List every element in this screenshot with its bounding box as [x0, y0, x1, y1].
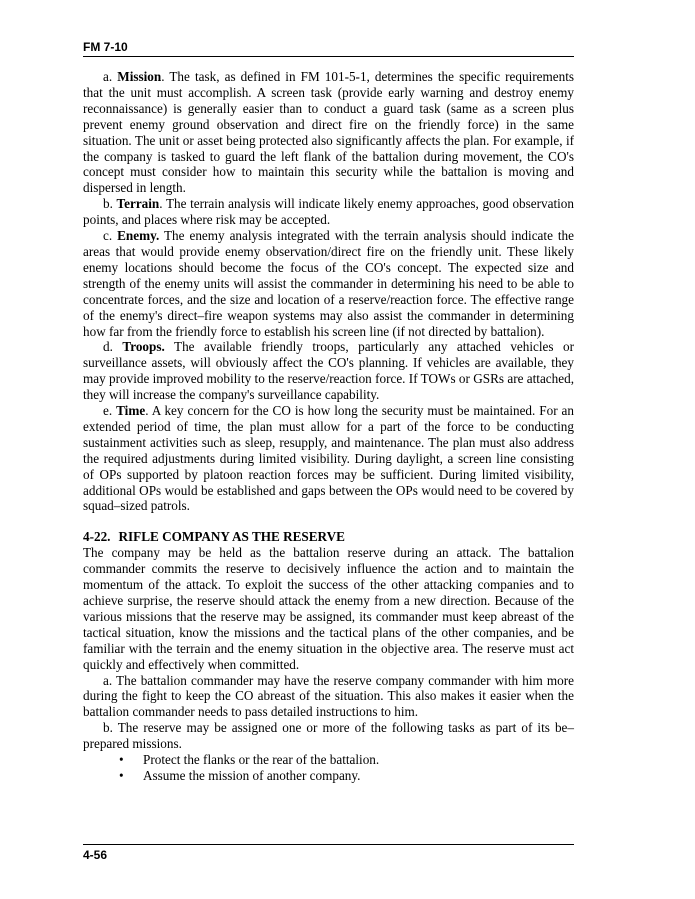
section-intro: The company may be held as the battalion reserve during an attack. The battalion commander commits the reserve to decisively influence the action and to maintain the momentum of the attack. To exploit the success of the other attacking companies and to achieve surprise, the reserve should attack the enemy from a new direction. Because of the various missions that the reserve may be assigned, its commander must keep abreast of the tactical situation, know the missions and the tactical plans of the other companies, and be familiar with the terrain and the enemy situation in the objective area. The reserve must act quickly and effectively when committed.: [83, 545, 574, 672]
paragraph-text: The terrain analysis will indicate likely enemy approaches, good observation points, and places where risk may be accepted.: [83, 196, 574, 228]
paragraph-letter: e.: [103, 403, 113, 419]
paragraph-text: The task, as defined in FM 101-5-1, determines the specific requirements that the unit must accomplish. A screen task (provide early warning and destroy enemy reconnaissance) is generally easier than to conduct a guard task (same as a screen plus prevent enemy ground observation and direct fire on the friendly force) in the same situation. The unit or asset being protected also significantly affects the plan. For example, if the company is tasked to guard the left flank of the battalion during movement, the CO's concept must consider how to maintain this security while the battalion is moving and dispersed in length.: [83, 69, 575, 196]
title-separator: .: [159, 196, 163, 212]
paragraph-text: The enemy analysis integrated with the terrain analysis should indicate the areas that would provide enemy observation/direct fire on the friendly unit. These likely enemy locations should become the focus of the CO's concept. The expected size and strength of the enemy units will assist the commander in determining his need to be able to concentrate forces, and the size and location of a reserve/reaction force. The effective range of the enemy's direct–fire weapon systems may also assist the commander in determining how far from the friendly force to establish his screen line (if not directed by battalion).: [83, 228, 574, 339]
bullet-icon: •: [119, 752, 124, 768]
running-head: FM 7-10: [83, 40, 128, 54]
paragraph-letter: c.: [103, 228, 113, 244]
title-separator: .: [145, 403, 149, 419]
page-body: [83, 69, 574, 784]
paragraph-text: The available friendly troops, particularly any attached vehicles or surveillance assets, will obviously affect the CO's planning. If vehicles are available, they may provide improved mobility to the reserve/reaction force. If TOWs or GSRs are attached, they will increase the company's surveillance capability.: [83, 339, 575, 403]
paragraph-letter: b.: [103, 196, 113, 212]
header-rule: [83, 56, 574, 57]
section-title: RIFLE COMPANY AS THE RESERVE: [118, 529, 345, 545]
paragraph-terrain: [83, 196, 574, 228]
bullet-icon: •: [119, 767, 124, 783]
paragraph-title: Time: [116, 403, 146, 419]
list-item: [119, 752, 574, 768]
section-paragraph-b: b. The reserve may be assigned one or more of the following tasks as part of its be–prepared missions.: [83, 720, 574, 752]
paragraph-time: [83, 403, 574, 514]
task-list: [83, 752, 574, 784]
paragraph-enemy: [83, 228, 574, 339]
paragraph-title: Troops.: [122, 339, 165, 355]
paragraph-title: Enemy.: [117, 228, 160, 244]
paragraph-title: Mission: [117, 69, 162, 84]
title-separator: .: [161, 69, 165, 84]
paragraph-title: Terrain: [116, 196, 160, 212]
paragraph-text: A key concern for the CO is how long the security must be maintained. For an extended period of time, the plan must allow for a part of the force to be conducting sustainment activities such as sleep, resupply, and maintenance. The plan must also address the required adjustments during limited visibility. During daylight, a screen line consisting of OPs supported by platoon reaction forces may be sufficient. During limited visibility, additional OPs would be established and gaps between the OPs would need to be covered by squad–sized patrols.: [83, 403, 574, 514]
paragraph-troops: [83, 339, 574, 403]
paragraph-mission: [83, 69, 574, 196]
page-number: 4-56: [83, 848, 108, 862]
list-item: [119, 768, 574, 784]
paragraph-letter: d.: [103, 339, 113, 355]
section-number: 4-22.: [83, 529, 111, 545]
list-item-text: Assume the mission of another company.: [143, 767, 361, 783]
footer-rule: [83, 844, 574, 845]
section-heading: [83, 529, 574, 545]
section-paragraph-a: a. The battalion commander may have the reserve company commander with him more during the fight to keep the CO abreast of the situation. This also makes it easier when the battalion commander needs to pass detailed instructions to him.: [83, 672, 574, 720]
list-item-text: Protect the flanks or the rear of the battalion.: [143, 752, 380, 768]
paragraph-letter: a.: [103, 69, 113, 84]
